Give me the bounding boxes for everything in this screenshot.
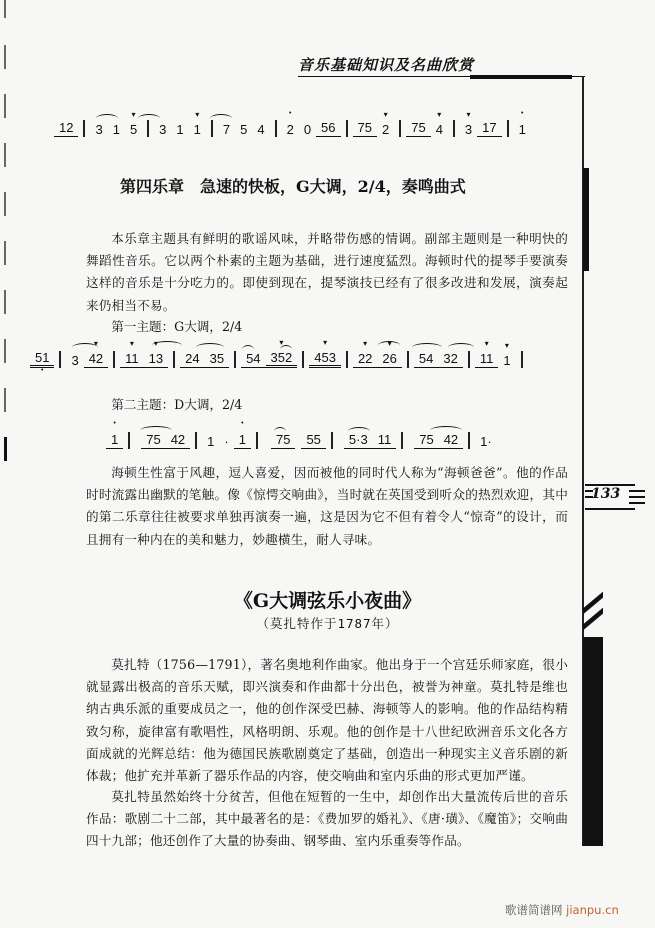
note: 56	[316, 120, 340, 137]
section-title: 第四乐章 急速的快板，G大调，2/4，奏鸣曲式	[120, 177, 466, 196]
barline	[346, 351, 348, 368]
note: 11	[373, 432, 397, 449]
dot: ·	[224, 434, 229, 449]
barline	[453, 120, 455, 137]
binding-mark	[4, 241, 6, 265]
binding-mark	[4, 437, 7, 461]
note: ▾ 352	[266, 350, 298, 368]
note: 7	[222, 122, 231, 137]
note: 4	[257, 122, 265, 137]
note: 3	[159, 122, 167, 137]
barline	[275, 120, 277, 137]
barline	[173, 351, 175, 368]
margin-bar-thick	[583, 637, 603, 846]
note: 12	[54, 120, 78, 137]
note: 55	[301, 432, 325, 449]
barline	[302, 351, 304, 368]
barline	[113, 351, 115, 368]
binding-mark	[4, 45, 6, 69]
binding-mark	[4, 192, 6, 216]
note: ▾ 26	[377, 351, 401, 368]
page-number-marker	[583, 484, 655, 514]
note: ▾ 22	[353, 351, 377, 368]
slur	[448, 343, 474, 352]
slur	[412, 343, 442, 352]
binding-mark	[4, 143, 6, 167]
barline	[407, 351, 409, 368]
paragraph: 莫扎特虽然始终十分贫苦，但他在短暂的一生中，却创作出大量流传后世的音乐作品：歌剧二十二部，其中最著名的是：《费加罗的婚礼》、《唐·璜》、《魔笛》；交响曲四十九部；他还创作了大量的协奏曲、钢琴曲、室内乐重奏等作品。	[86, 789, 568, 849]
theme2-label: 第二主题：D大调，2/4	[111, 397, 243, 412]
binding-mark	[4, 339, 6, 363]
note: 35	[205, 351, 229, 368]
note: ▾ 1	[498, 353, 515, 368]
piece-title: 《G大调弦乐小夜曲》	[233, 590, 422, 612]
barline	[521, 351, 523, 368]
note: 5	[240, 122, 248, 137]
note: ▾ 2	[377, 122, 394, 137]
slur	[138, 114, 160, 123]
slur	[152, 341, 182, 350]
barline	[128, 432, 130, 449]
binding-mark	[4, 94, 6, 118]
note: • 1	[106, 432, 123, 449]
barline	[468, 351, 470, 368]
slur	[140, 426, 172, 435]
note: 75	[414, 432, 438, 449]
slur	[348, 427, 370, 436]
note: 42	[166, 432, 190, 449]
note: 54	[414, 351, 438, 368]
note: 42	[439, 432, 463, 449]
watermark-site-name: 歌谱简谱网	[505, 903, 563, 917]
note: ▾ 1	[189, 122, 206, 137]
note: 3	[95, 122, 103, 137]
notation-theme-1	[30, 350, 528, 368]
slur	[242, 345, 254, 354]
note: ▾ 453	[309, 350, 341, 368]
header-rule-thick	[470, 75, 572, 79]
note: • 1	[514, 122, 531, 137]
note: ▾ 11	[475, 351, 499, 368]
margin-bar-thick	[583, 168, 589, 271]
note: ▾ 13	[144, 351, 168, 368]
note: 1·	[480, 434, 492, 449]
note: ▾ 4	[431, 122, 448, 137]
note: 3	[71, 353, 79, 368]
slur	[378, 341, 400, 350]
slur	[96, 114, 118, 123]
slur	[274, 427, 286, 436]
barline	[468, 432, 470, 449]
watermark	[505, 902, 619, 918]
slur	[196, 343, 224, 352]
theme1-label: 第一主题：G大调，2/4	[111, 319, 243, 334]
barline	[507, 120, 509, 137]
binding-mark	[4, 0, 6, 18]
note: ▾ 11	[120, 351, 144, 368]
binding-mark	[4, 388, 6, 412]
note: 51 •	[30, 350, 54, 368]
paragraph: 莫扎特（1756—1791），著名奥地利作曲家。他出身于一个宫廷乐师家庭，很小就显露出极高的音乐天赋，即兴演奏和作曲都十分出色，被誉为神童。莫扎特是维也纳古典乐派的重要成员之一，他的创作深受巴赫、海顿等人的影响。他的作品结构精致匀称，旋律富有歌唱性，风格明朗、乐观。他的创作是十八世纪欧洲音乐文化各方面成就的光辉总结：他为德国民族歌剧奠定了基础，创造出一种现实主义音乐剧的新体裁；他扩充并革新了器乐作品的内容，使交响曲和室内乐曲的形式更加严谨。	[86, 657, 568, 784]
barline	[331, 432, 333, 449]
note: • 1	[234, 432, 251, 449]
slur	[430, 426, 462, 435]
note: ▾ 3	[460, 122, 477, 137]
note: 75	[353, 120, 377, 137]
page-number: 133	[591, 486, 621, 502]
note: 75	[271, 432, 295, 449]
barline	[346, 120, 348, 137]
barline	[401, 432, 403, 449]
barline	[195, 432, 197, 449]
slur	[280, 345, 292, 354]
piece-subtitle: （莫扎特作于1787年）	[256, 616, 399, 631]
barline	[83, 120, 85, 137]
note: 1	[207, 434, 215, 449]
slur	[210, 114, 232, 123]
paragraph: 本乐章主题具有鲜明的歌谣风味，并略带伤感的情调。副部主题则是一种明快的舞蹈性音乐。它以两个朴素的主题为基础，进行速度猛烈。海顿时代的提琴手要演奏这样的音乐是十分吃力的。即使到现在，提琴演技已经有了很多改进和发展，演奏起来仍相当不易。	[86, 231, 568, 313]
note: 5·3	[344, 432, 373, 449]
note: ▾ 42	[84, 351, 108, 368]
paragraph: 海顿生性富于风趣，逗人喜爱，因而被他的同时代人称为“海顿爸爸”。他的作品时时流露出幽默的笔触。像《惊愕交响曲》，当时就在英国受到听众的热烈欢迎，其中的第二乐章往往被要求单独再演奏一遍，这是因为它不但有着令人“惊奇”的设计，而且拥有一种内在的美和魅力，妙趣横生，耐人寻味。	[86, 465, 568, 547]
note: 24	[180, 351, 204, 368]
binding-mark	[4, 290, 6, 314]
running-header-title: 音乐基础知识及名曲欣赏	[298, 56, 475, 74]
watermark-url: jianpu.cn	[566, 903, 619, 917]
slur	[72, 343, 98, 352]
note: 32	[438, 351, 462, 368]
note: ▾ 5	[125, 122, 142, 137]
barline	[234, 351, 236, 368]
barline	[59, 351, 61, 368]
note: 1	[112, 122, 120, 137]
note: 1	[176, 122, 184, 137]
note: 75	[406, 120, 430, 137]
notation-line-1	[54, 120, 531, 137]
note: 0	[303, 122, 312, 137]
note: • 2	[282, 122, 299, 137]
note: 75	[141, 432, 165, 449]
note: 17	[477, 120, 501, 137]
barline	[399, 120, 401, 137]
barline	[256, 432, 258, 449]
note: 54	[241, 351, 265, 368]
